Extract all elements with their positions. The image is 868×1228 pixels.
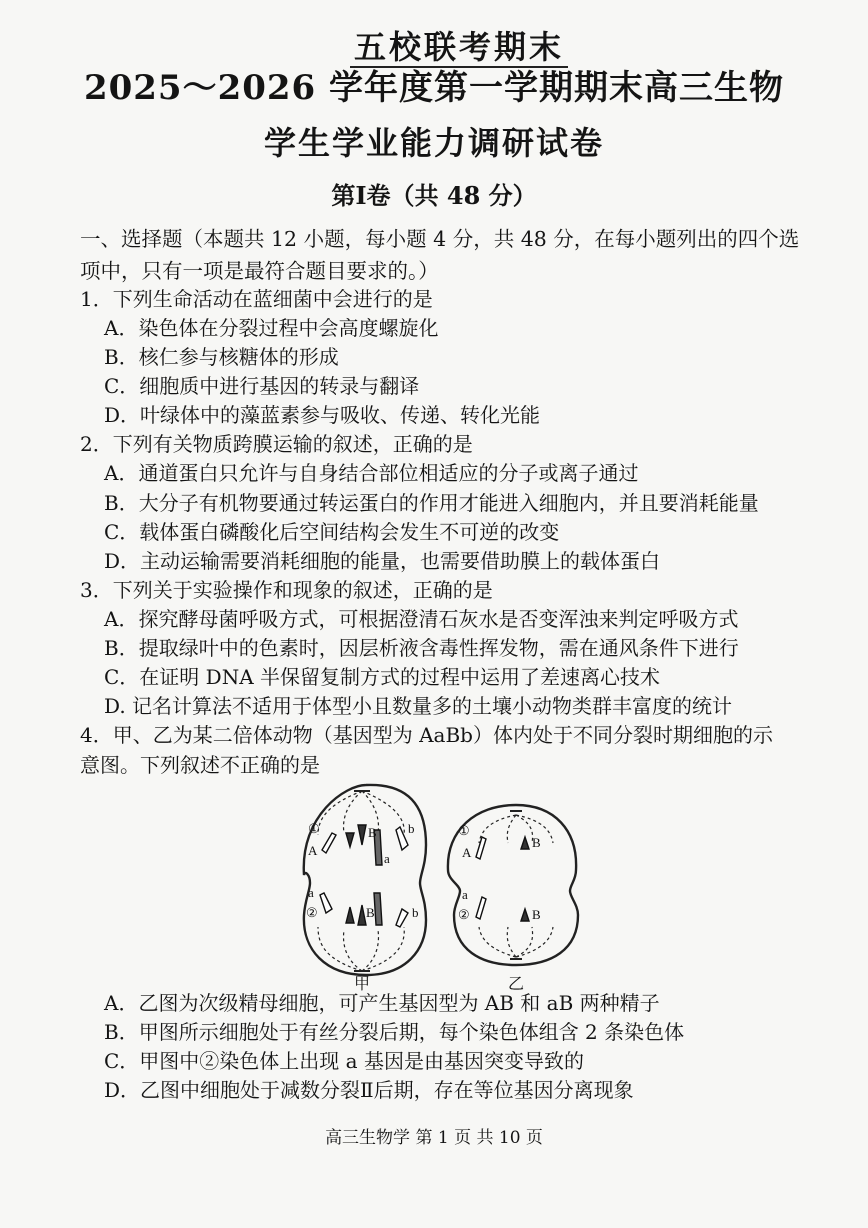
question-4-option-c: C．甲图中②染色体上出现 a 基因是由基因突变导致的	[104, 1049, 584, 1073]
label-yi-c2: ②	[458, 907, 470, 922]
question-3-stem: 3．下列关于实验操作和现象的叙述，正确的是	[80, 578, 493, 602]
label-jia-c2: ②	[306, 905, 318, 920]
question-3-option-c: C．在证明 DNA 半保留复制方式的过程中运用了差速离心技术	[104, 665, 660, 689]
cell-jia-membrane	[304, 785, 426, 975]
question-3-option-d: D. 记名计算法不适用于体型小且数量多的土壤小动物类群丰富度的统计	[104, 694, 733, 718]
page-footer: 高三生物学 第 1 页 共 10 页	[325, 1128, 543, 1148]
question-1-option-c: C．细胞质中进行基因的转录与翻译	[104, 374, 420, 398]
question-1-stem: 1．下列生命活动在蓝细菌中会进行的是	[80, 287, 433, 311]
label-yi-A: A	[462, 845, 472, 860]
question-2-option-c: C．载体蛋白磷酸化后空间结构会发生不可逆的改变	[104, 520, 560, 544]
chromosome-jia-2	[346, 833, 354, 847]
chromosome-jia-9	[374, 893, 382, 925]
label-jia-b-top: b	[408, 821, 415, 836]
spindle-yi-bottom	[479, 927, 553, 957]
question-4-option-a: A．乙图为次级精母细胞，可产生基因型为 AB 和 aB 两种精子	[104, 991, 660, 1015]
chromosome-jia-5	[396, 827, 408, 850]
figure-label-jia: 甲	[354, 974, 371, 993]
label-yi-B-low: B	[532, 907, 541, 922]
label-yi-c1: ①	[458, 823, 470, 838]
section-title: 第Ⅰ卷（共 48 分）	[331, 181, 537, 210]
cell-division-figure	[296, 775, 736, 993]
label-jia-a-low: a	[308, 885, 314, 900]
question-3-option-a: A．探究酵母菌呼吸方式，可根据澄清石灰水是否变浑浊来判定呼吸方式	[104, 607, 739, 631]
label-jia-B: B	[368, 825, 377, 840]
chromosome-yi-1	[476, 837, 486, 859]
exam-title-line2: 学生学业能力调研试卷	[263, 124, 604, 162]
question-4-stem-1: 4．甲、乙为某二倍体动物（基因型为 AaBb）体内处于不同分裂时期细胞的示	[80, 723, 773, 747]
intro-line-1: 一、选择题（本题共 12 小题，每小题 4 分，共 48 分，在每小题列出的四个选	[80, 227, 800, 251]
chromosome-yi-2	[521, 837, 529, 849]
question-4-stem-2: 意图。下列叙述不正确的是	[80, 753, 320, 777]
question-1-option-a: A．染色体在分裂过程中会高度螺旋化	[104, 316, 439, 340]
label-yi-a: a	[462, 887, 468, 902]
question-2-option-d: D．主动运输需要消耗细胞的能量，也需要借助膜上的载体蛋白	[104, 549, 661, 573]
chromosome-yi-4	[521, 909, 529, 921]
label-jia-B-low: B	[366, 905, 375, 920]
chromosome-jia-6	[320, 893, 332, 913]
chromosome-jia-1	[322, 833, 336, 853]
question-2-option-a: A．通道蛋白只允许与自身结合部位相适应的分子或离子通过	[104, 461, 639, 485]
question-4-option-b: B．甲图所示细胞处于有丝分裂后期，每个染色体组含 2 条染色体	[104, 1020, 685, 1044]
intro-line-2: 项中，只有一项是最符合题目要求的。）	[80, 259, 439, 283]
figure-label-yi: 乙	[508, 974, 525, 993]
label-jia-A: A	[308, 843, 318, 858]
question-4-option-d: D．乙图中细胞处于减数分裂Ⅱ后期，存在等位基因分离现象	[104, 1078, 634, 1102]
label-jia-b-low: b	[412, 905, 419, 920]
spindle-yi-top	[479, 815, 553, 843]
cell-diagrams	[296, 775, 736, 990]
question-2-stem: 2．下列有关物质跨膜运输的叙述，正确的是	[80, 432, 473, 456]
label-jia-c1: ①	[308, 821, 320, 836]
chromosome-jia-3	[358, 825, 366, 845]
exam-title-line1: 2025～2026 学年度第一学期期末高三生物	[83, 68, 785, 108]
question-1-option-d: D．叶绿体中的藻蓝素参与吸收、传递、转化光能	[104, 403, 541, 427]
chromosome-yi-3	[476, 897, 486, 919]
chromosome-jia-10	[396, 909, 408, 927]
label-yi-B: B	[532, 835, 541, 850]
chromosome-jia-7	[346, 907, 354, 923]
question-1-option-b: B．核仁参与核糖体的形成	[104, 345, 339, 369]
question-3-option-b: B．提取绿叶中的色素时，因层析液含毒性挥发物，需在通风条件下进行	[104, 636, 739, 660]
label-jia-a-mid: a	[384, 851, 390, 866]
question-2-option-b: B．大分子有机物要通过转运蛋白的作用才能进入细胞内，并且要消耗能量	[104, 491, 759, 515]
chromosome-jia-8	[358, 905, 366, 925]
spindle-jia-bottom	[318, 927, 404, 971]
handwritten-title: 五校联考期末	[350, 28, 568, 68]
